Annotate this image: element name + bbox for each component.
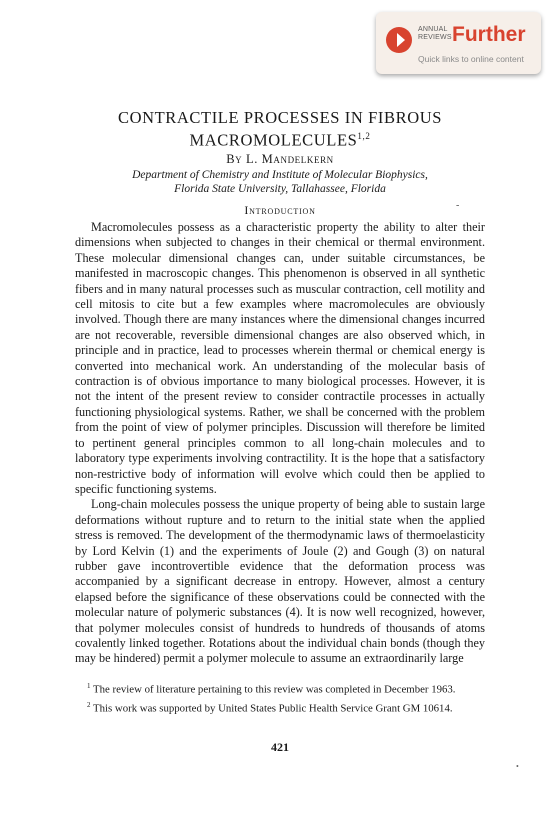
stray-mark: - bbox=[456, 200, 460, 211]
page-number: 421 bbox=[271, 740, 289, 754]
footnote-1-text: The review of literature pertaining to this review was completed in December 1963. bbox=[93, 683, 456, 696]
corner-mark: • bbox=[516, 762, 519, 771]
badge-brand: ANNUAL REVIEWS bbox=[418, 26, 452, 41]
section-heading: Introduction bbox=[244, 203, 316, 217]
footnote-1 bbox=[75, 680, 485, 697]
footnotes bbox=[75, 680, 485, 718]
badge-subtitle: Quick links to online content bbox=[418, 54, 524, 64]
affiliation-line-2: Florida State University, Tallahassee, Florida bbox=[174, 183, 386, 195]
affiliation-line-1: Department of Chemistry and Institute of Molecular Biophysics, bbox=[132, 169, 428, 181]
title-line-2-text: MACROMOLECULES bbox=[189, 130, 358, 150]
article-title bbox=[60, 108, 500, 150]
title-line-2 bbox=[60, 127, 500, 150]
body-text bbox=[75, 220, 485, 667]
author-line: By L. Mandelkern bbox=[226, 152, 334, 166]
badge-title: Further bbox=[452, 23, 526, 46]
paragraph-2: Long-chain molecules possess the unique property of being able to sustain large deformations without rupture and to return to the initial state when the applied stress is removed. The development of the thermodynamic laws of thermoelasticity by Lord Kelvin (1) and the experiments of Joule (2) and Gough (3) on natural rubber gave incontrovertible evidence that the deformation process was accompanied by a significant decrease in entropy. However, almost a century elapsed before the significance of these observations could be connected with the molecular nature of polymeric substances (4). It is now well recognized, however, that polymer molecules consist of hundreds to hundreds of thousands of atoms covalently linked together. Rotations about the individual chain bonds (though they may be hindered) permit a polymer molecule to assume an extraordinarily large bbox=[75, 497, 485, 666]
title-footnote-refs: 1,2 bbox=[357, 131, 371, 141]
paragraph-1: Macromolecules possess as a characteristic property the ability to alter their dimensions when subjected to changes in their chemical or thermal environment. These molecular dimensional changes can, under suitable circumstances, be manifested in macroscopic changes. This phenomenon is observed in all synthetic fibers and in many natural processes such as muscular contraction, cell motility and cell mitosis to cite but a few examples where macromolecules are obviously involved. Though there are many instances where the dimensional changes incurred are not recoverable, reversible dimensional changes are also observed which, in principle and in practice, lead to processes wherein thermal or chemical energy is converted into mechanical work. An understanding of the molecular basis of contraction is of obvious importance to many biological processes. However, it is not the intent of the present review to consider contractile processes in actually functioning physiological systems. Rather, we shall be concerned with the problem from the point of view of polymer principles. Discussion will therefore be limited to pertinent general principles common to all long-chain molecules and to laboratory type experiments involving contractility. It is the hope that a satisfactory non-restrictive body of information will evolve which could then be applied to specific functioning systems. bbox=[75, 220, 485, 496]
title-line-1: CONTRACTILE PROCESSES IN FIBROUS bbox=[117, 108, 443, 127]
further-badge[interactable] bbox=[376, 12, 541, 74]
footnote-1-mark: 1 bbox=[87, 682, 91, 690]
affiliation bbox=[60, 168, 500, 196]
footnote-2 bbox=[75, 699, 485, 716]
footnote-2-text: This work was supported by United States Public Health Service Grant GM 10614. bbox=[93, 702, 453, 715]
footnote-2-mark: 2 bbox=[87, 701, 91, 710]
play-icon bbox=[386, 27, 412, 53]
